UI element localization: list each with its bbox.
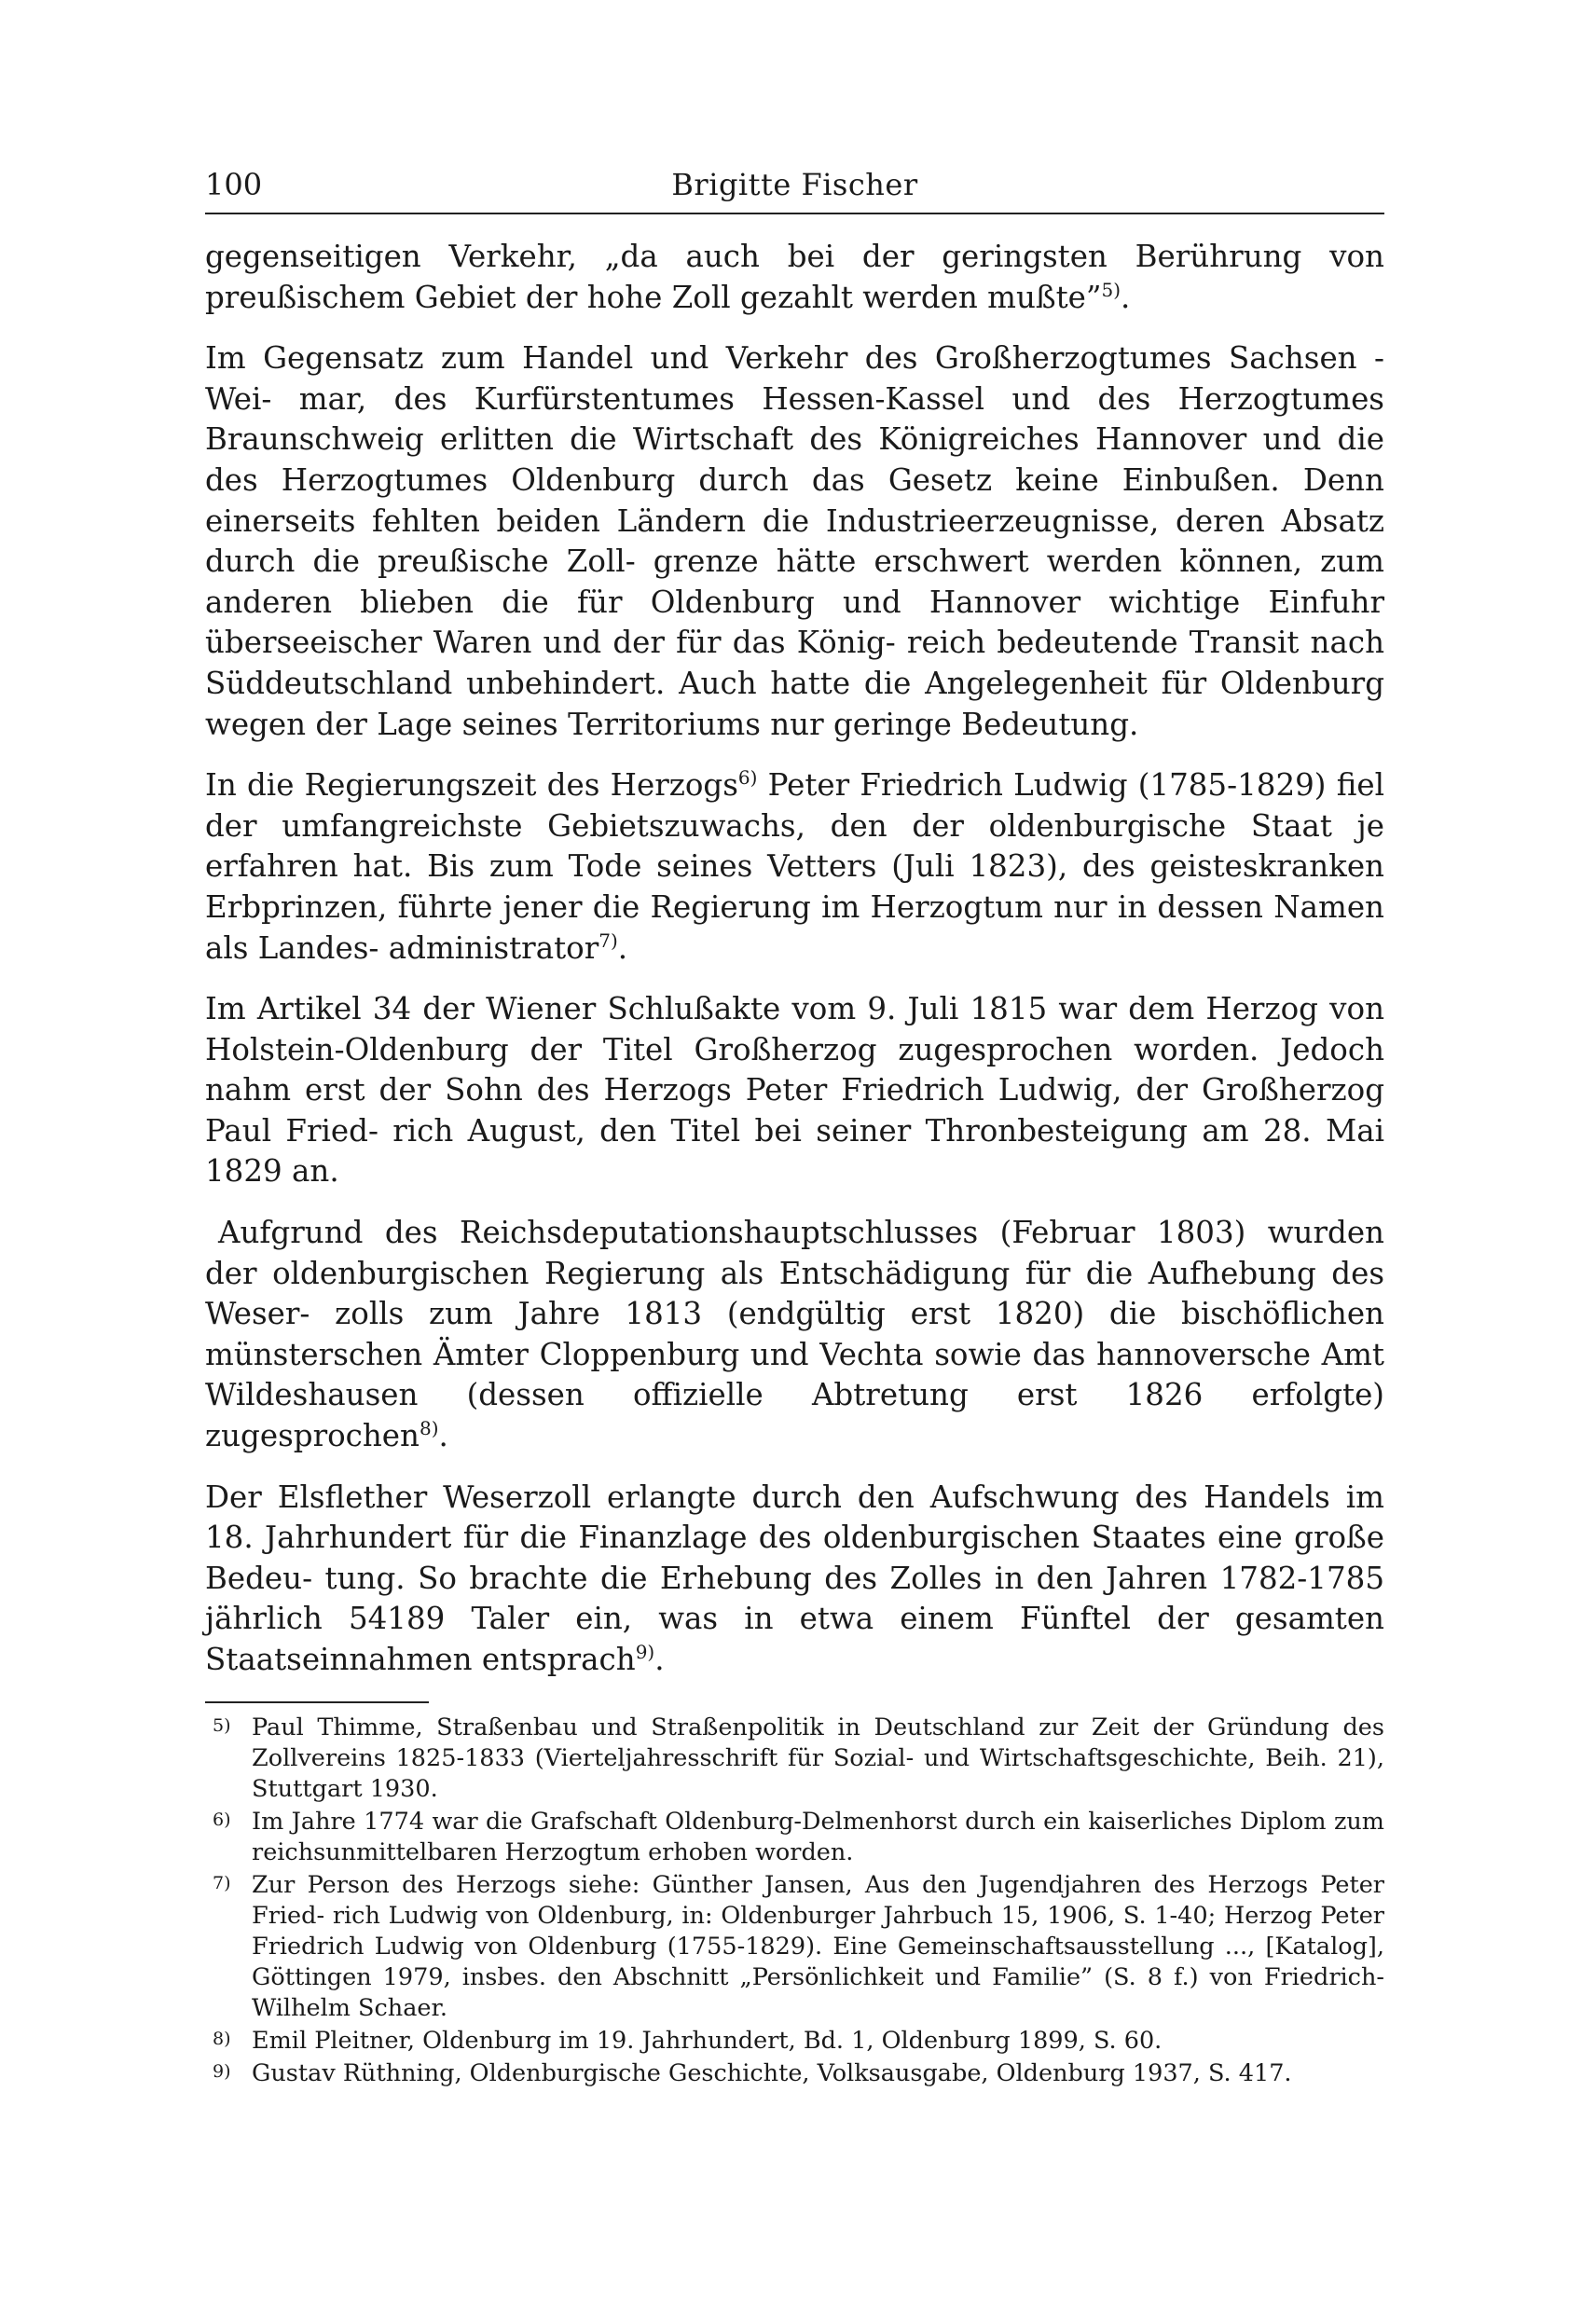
footnote-text: Paul Thimme, Straßenbau und Straßenpolitik in Deutschland zur Zeit der Gründung des Zollvereins 1825-1833 (Vierteljahresschrift für Sozial- und Wirtschaftsgeschichte, Beih. 21), Stuttgart 1930.	[252, 1713, 1384, 1803]
paragraph-1-text: gegenseitigen Verkehr, „da auch bei der geringsten Berührung von preußischem Gebiet der hohe Zoll gezahlt werden mußte”	[205, 239, 1384, 315]
footnote-text: Im Jahre 1774 war die Grafschaft Oldenburg-Delmenhorst durch ein kaiserliches Diplom zum reichsunmittelbaren Herzogtum erhoben worden.	[252, 1807, 1384, 1866]
paragraph-5-end: .	[438, 1418, 448, 1454]
paragraph-6	[205, 1478, 1384, 1681]
footnote-6	[205, 1807, 1384, 1868]
footnote-marker: 8)	[213, 2028, 231, 2049]
paragraph-4	[205, 989, 1384, 1192]
paragraph-4-text: Im Artikel 34 der Wiener Schlußakte vom 9. Juli 1815 war dem Herzog von Holstein-Oldenburg der Titel Großherzog zugesprochen worden. Jedoch nahm erst der Sohn des Herzogs Peter Friedrich Ludwig, der Großherzog Paul Fried- rich August, den Titel bei seiner Thronbesteigung am 28. Mai 1829 an.	[205, 991, 1384, 1190]
paragraph-5-text: Aufgrund des Reichsdeputationshauptschlusses (Februar 1803) wurden der oldenburgischen Regierung als Entschädigung für die Aufhebung des Weser- zolls zum Jahre 1813 (endgültig erst 1820) die bischöflichen münsterschen Ämter Cloppenburg und Vechta sowie das hannoversche Amt Wildeshausen (dessen offizielle Abtretung erst 1826 erfolgte) zugesprochen	[205, 1215, 1384, 1454]
footnote-text: Gustav Rüthning, Oldenburgische Geschichte, Volksausgabe, Oldenburg 1937, S. 417.	[252, 2058, 1292, 2087]
footnote-5	[205, 1713, 1384, 1805]
paragraph-5	[205, 1213, 1384, 1457]
paragraph-2-text: Im Gegensatz zum Handel und Verkehr des Großherzogtumes Sachsen - Wei- mar, des Kurfürstentumes Hessen-Kassel und des Herzogtumes Braunschweig erlitten die Wirtschaft des Königreiches Hannover und die des Herzogtumes Oldenburg durch das Gesetz keine Einbußen. Denn einerseits fehlten beiden Ländern die Industrieerzeugnisse, deren Absatz durch die preußische Zoll- grenze hätte erschwert werden können, zum anderen blieben die für Oldenburg und Hannover wichtige Einfuhr überseeischer Waren und der für das König- reich bedeutende Transit nach Süddeutschland unbehindert. Auch hatte die Angelegenheit für Oldenburg wegen der Lage seines Territoriums nur geringe Bedeutung.	[205, 340, 1384, 742]
body-text	[205, 237, 1384, 1681]
footnote-marker: 5)	[213, 1714, 231, 1736]
paragraph-1-end: .	[1121, 279, 1131, 315]
footnote-ref-8[interactable]: 8)	[419, 1417, 439, 1440]
footnote-8	[205, 2026, 1384, 2057]
footnote-ref-9[interactable]: 9)	[635, 1641, 655, 1663]
footnote-text: Emil Pleitner, Oldenburg im 19. Jahrhundert, Bd. 1, Oldenburg 1899, S. 60.	[252, 2026, 1163, 2055]
paragraph-6-text: Der Elsflether Weserzoll erlangte durch den Aufschwung des Handels im 18. Jahrhundert für die Finanzlage des oldenburgischen Staates eine große Bedeu- tung. So brachte die Erhebung des Zolles in den Jahren 1782-1785 jährlich 54189 Taler ein, was in etwa einem Fünftel der gesamten Staatseinnahmen entsprach	[205, 1479, 1384, 1677]
paragraph-1	[205, 237, 1384, 318]
paragraph-3	[205, 765, 1384, 969]
footnote-marker: 9)	[213, 2060, 231, 2082]
paragraph-3-end: .	[617, 929, 628, 966]
paragraph-6-end: .	[654, 1642, 665, 1677]
footnote-9	[205, 2058, 1384, 2089]
footnote-marker: 7)	[213, 1872, 231, 1893]
paragraph-3-text-a: In die Regierungszeit des Herzogs	[205, 767, 738, 804]
footnote-marker: 6)	[213, 1809, 231, 1830]
footnote-divider	[205, 1701, 429, 1703]
paragraph-2	[205, 338, 1384, 745]
footnote-text: Zur Person des Herzogs siehe: Günther Jansen, Aus den Jugendjahren des Herzogs Peter Fried- rich Ludwig von Oldenburg, in: Oldenburger Jahrbuch 15, 1906, S. 1-40; Herzog Peter Friedrich Ludwig von Oldenburg (1755-1829). Eine Gemeinschaftsausstellung ..., [Katalog], Göttingen 1979, insbes. den Abschnitt „Persönlichkeit und Familie” (S. 8 f.) von Friedrich-Wilhelm Schaer.	[252, 1870, 1384, 2022]
footnote-ref-6[interactable]: 6)	[737, 766, 758, 790]
running-head: Brigitte Fischer	[671, 167, 918, 202]
footnote-ref-5[interactable]: 5)	[1101, 278, 1121, 301]
footnote-ref-7[interactable]: 7)	[598, 929, 618, 952]
paragraph-3-text-b: Peter Friedrich Ludwig (1785-1829) fiel der umfangreichste Gebietszuwachs, den der oldenburgische Staat je erfahren hat. Bis zum Tode seines Vetters (Juli 1823), des geisteskranken Erbprinzen, führte jener die Regierung im Herzogtum nur in dessen Namen als Landes- administrator	[205, 767, 1385, 966]
page-number: 100	[205, 167, 263, 202]
footnote-7	[205, 1870, 1384, 2024]
footnotes	[205, 1713, 1384, 2089]
book-page	[205, 168, 1384, 2091]
page-header	[205, 168, 1384, 214]
